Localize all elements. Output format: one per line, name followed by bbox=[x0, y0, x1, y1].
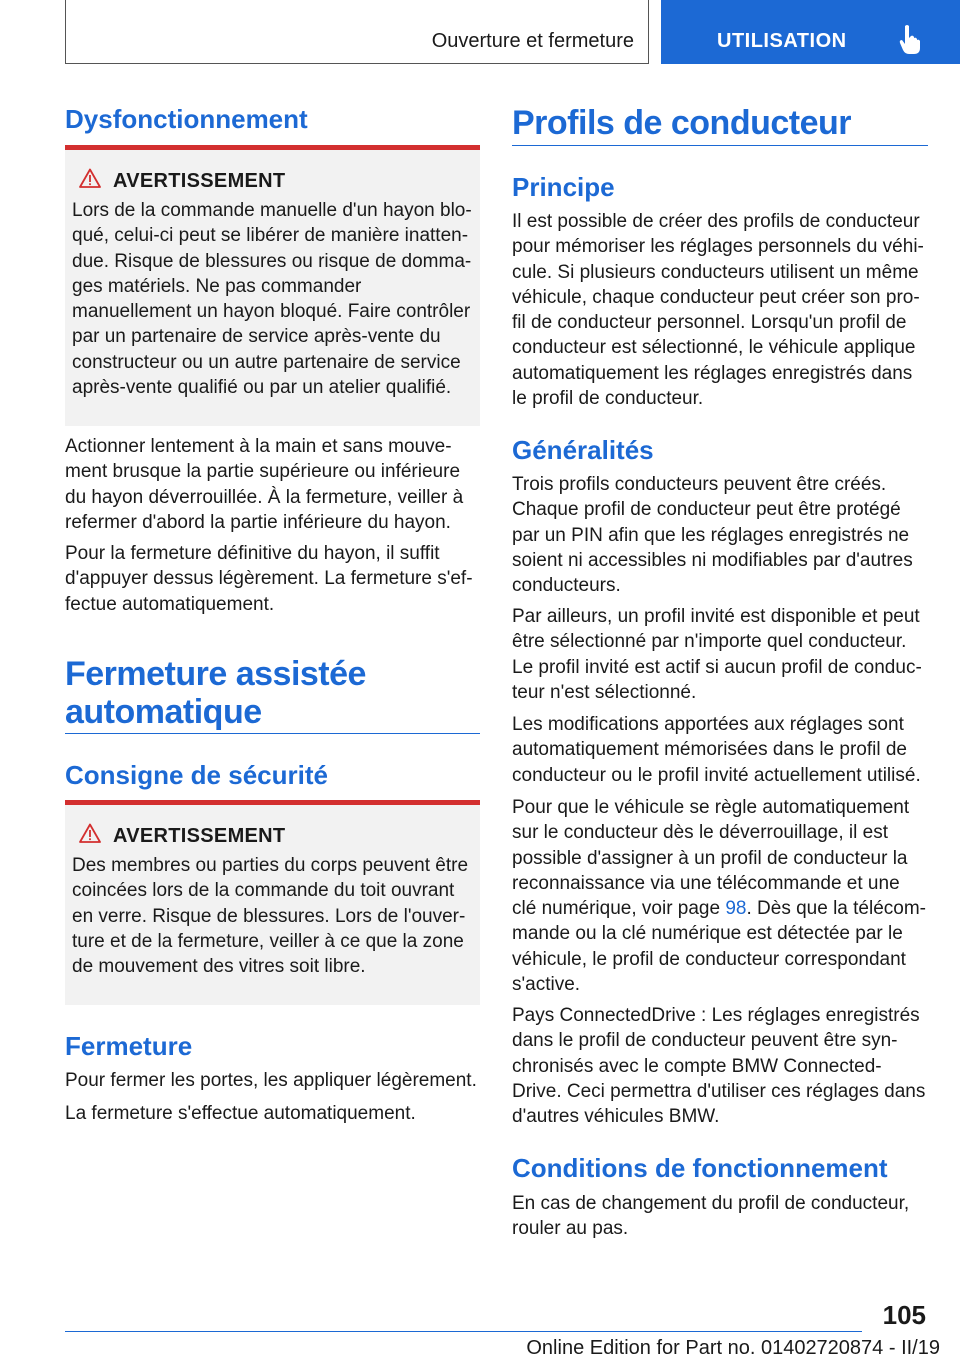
warning-triangle-icon bbox=[79, 823, 101, 843]
heading-rule bbox=[65, 733, 480, 734]
heading-fermeture-assistee: Fermeture assistée automatique bbox=[65, 655, 366, 731]
paragraph-fermer-portes: Pour fermer les portes, les appliquer légèrement. bbox=[65, 1070, 477, 1091]
heading-generalites: Généralités bbox=[512, 435, 654, 465]
heading-consigne-securite: Consigne de sécurité bbox=[65, 760, 328, 790]
heading-fermeture: Fermeture bbox=[65, 1031, 193, 1061]
heading-dysfonctionnement: Dysfonctionnement bbox=[65, 104, 308, 134]
paragraph-principe: Il est possible de créer des profils de conducteur pour mémoriser les réglages personnels du véhi- cule. Si plusieurs conducteurs utilisent un même véhicule, chaque conducteur peut créer son pro- fil de conducteur personnel. Lorsqu'un profil de conducteur est sélectionné, le véhicule applique automatiquement les réglages enregistrés dans le profil de conducteur. bbox=[512, 211, 924, 410]
heading-rule bbox=[512, 145, 928, 146]
header-section-box bbox=[65, 0, 649, 64]
paragraph-modifications: Les modifications apportées aux réglages sont automatiquement mémorisées dans le profil de conducteur ou le profil invité actuellement utilisé. bbox=[512, 714, 921, 786]
warning-title: AVERTISSEMENT bbox=[113, 170, 286, 192]
heading-principe: Principe bbox=[512, 172, 615, 202]
paragraph-conditions: En cas de changement du profil de conducteur, rouler au pas. bbox=[512, 1193, 910, 1240]
footer-rule bbox=[65, 1331, 862, 1332]
warning-box-toit bbox=[65, 800, 480, 1005]
warning-text: Des membres ou parties du corps peuvent être coincées lors de la commande du toit ouvrant en verre. Risque de blessures. Lors de l'ouver- ture et de la fermeture, veiller à ce que la zone de mouvement des vitres soit libre. bbox=[72, 855, 469, 978]
page-reference-link[interactable]: 98 bbox=[725, 898, 747, 920]
paragraph-deverrouillage: Pour que le véhicule se règle automatiquement sur le conducteur dès le déverrouillage, il est possible d'assigner à un profil de conducteur la reconnaissance via une télécommande et une clé numérique, voir page 98. Dès que la télécom- mande ou la clé numérique est détectée par le véhicule, le profil de conducteur correspondant s'active. bbox=[512, 797, 927, 996]
paragraph-fermeture-auto: La fermeture s'effectue automatiquement. bbox=[65, 1103, 416, 1124]
warning-text: Lors de la commande manuelle d'un hayon blo- qué, celui-ci peut se libérer de manière inatten- due. Risque de blessures ou risque de domma- ges matériels. Ne pas commander manuellement un hayon bloqué. Faire contrôler par un partenaire de service après-vente du constructeur ou un autre partenaire de service après-vente qualifié ou par un atelier qualifié. bbox=[72, 200, 472, 399]
page-number: 105 bbox=[882, 1300, 926, 1330]
pointing-hand-icon bbox=[899, 24, 921, 54]
paragraph-actionner: Actionner lentement à la main et sans mouve- ment brusque la partie supérieure ou inférieure du hayon déverrouillée. À la fermeture, veiller à refermer d'abord la partie inférieure du hayon. bbox=[65, 436, 464, 533]
warning-triangle-icon bbox=[79, 168, 101, 188]
heading-profils-conducteur: Profils de conducteur bbox=[512, 104, 851, 142]
heading-conditions: Conditions de fonctionnement bbox=[512, 1153, 888, 1183]
paragraph-profil-invite: Par ailleurs, un profil invité est disponible et peut être sélectionné par n'importe quel conducteur. Le profil invité est actif si aucun profil de conduc- teur n'est sélectionné. bbox=[512, 606, 922, 703]
paragraph-connecteddrive: Pays ConnectedDrive : Les réglages enregistrés dans le profil de conducteur peuvent être syn- chronisés avec le compte BMW Connected- Drive. Ceci permettra d'utiliser ces réglages dans d'autres véhicules BMW. bbox=[512, 1005, 926, 1128]
warning-title: AVERTISSEMENT bbox=[113, 825, 286, 847]
footer-edition: Online Edition for Part no. 01402720874 - II/19 bbox=[526, 1337, 940, 1359]
header-chapter-title: UTILISATION bbox=[717, 30, 847, 52]
paragraph-fermeture-definitive: Pour la fermeture définitive du hayon, il suffit d'appuyer dessus légèrement. La fermeture s'ef- fectue automatiquement. bbox=[65, 543, 473, 615]
header-chapter-tab[interactable] bbox=[661, 0, 960, 64]
header-section-title: Ouverture et fermeture bbox=[431, 30, 634, 52]
paragraph-trois-profils: Trois profils conducteurs peuvent être créés. Chaque profil de conducteur peut être protégé par un PIN afin que les réglages enregistrés ne soient ni accessibles ni modifiables par d'autres conducteurs. bbox=[512, 474, 913, 597]
warning-box-hayon bbox=[65, 145, 480, 426]
